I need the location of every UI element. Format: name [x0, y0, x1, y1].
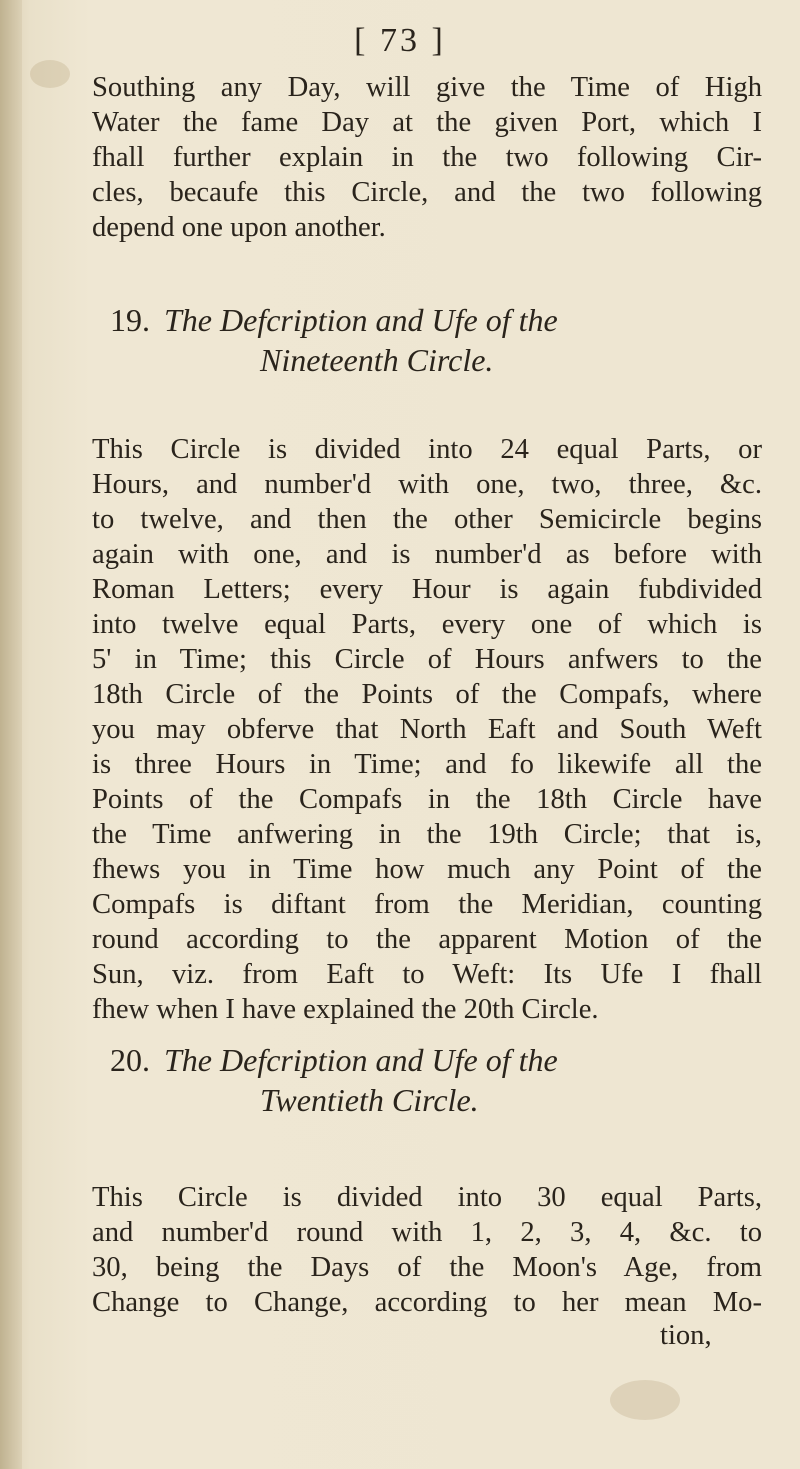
page-gutter: [0, 0, 22, 1469]
section-number: 20.: [110, 1042, 150, 1078]
text-line: fhall further explain in the two following Cir-: [92, 142, 762, 173]
text-line: This Circle is divided into 30 equal Parts,: [92, 1182, 762, 1213]
text-line: Sun, viz. from Eaft to Weft: Its Ufe I fhall: [92, 959, 762, 990]
text-line: to twelve, and then the other Semicircle begins: [92, 504, 762, 535]
text-line: depend one upon another.: [92, 212, 386, 243]
paragraph-intro: [92, 70, 762, 245]
text-line: Southing any Day, will give the Time of High: [92, 72, 762, 103]
text-line: 5' in Time; this Circle of Hours anfwers to the: [92, 644, 762, 675]
section-number: 19.: [110, 302, 150, 338]
section-title: The Defcription and Ufe of the: [164, 302, 558, 338]
text-line: and number'd round with 1, 2, 3, 4, &c. to: [92, 1217, 762, 1248]
section-heading-19: [110, 300, 710, 380]
text-line: 30, being the Days of the Moon's Age, from: [92, 1252, 762, 1283]
text-line: fhew when I have explained the 20th Circle.: [92, 994, 599, 1025]
text-line: Change to Change, according to her mean Mo-: [92, 1287, 762, 1318]
text-line: This Circle is divided into 24 equal Parts, or: [92, 434, 762, 465]
text-line: is three Hours in Time; and fo likewife all the: [92, 749, 762, 780]
section-subtitle: Nineteenth Circle.: [260, 342, 494, 378]
foxing-stain: [610, 1380, 680, 1420]
text-line: Hours, and number'd with one, two, three, &c.: [92, 469, 762, 500]
foxing-stain: [30, 60, 70, 88]
section-title: The Defcription and Ufe of the: [164, 1042, 558, 1078]
text-line: cles, becaufe this Circle, and the two following: [92, 177, 762, 208]
section-heading-20: [110, 1040, 710, 1120]
text-line: 18th Circle of the Points of the Compafs, where: [92, 679, 762, 710]
paragraph-nineteenth-circle: [92, 432, 762, 1027]
text-line: Water the fame Day at the given Port, which I: [92, 107, 762, 138]
text-line: fhews you in Time how much any Point of the: [92, 854, 762, 885]
section-subtitle: Twentieth Circle.: [260, 1082, 479, 1118]
text-line: the Time anfwering in the 19th Circle; that is,: [92, 819, 762, 850]
text-line: again with one, and is number'd as before with: [92, 539, 762, 570]
text-line: round according to the apparent Motion of the: [92, 924, 762, 955]
text-line: Points of the Compafs in the 18th Circle have: [92, 784, 762, 815]
text-line: Roman Letters; every Hour is again fubdivided: [92, 574, 762, 605]
paragraph-twentieth-circle: [92, 1180, 762, 1320]
page-number: [ 73 ]: [354, 22, 446, 59]
catchword: tion,: [660, 1320, 712, 1351]
text-line: Compafs is diftant from the Meridian, counting: [92, 889, 762, 920]
text-line: you may obferve that North Eaft and South Weft: [92, 714, 762, 745]
text-line: into twelve equal Parts, every one of which is: [92, 609, 762, 640]
